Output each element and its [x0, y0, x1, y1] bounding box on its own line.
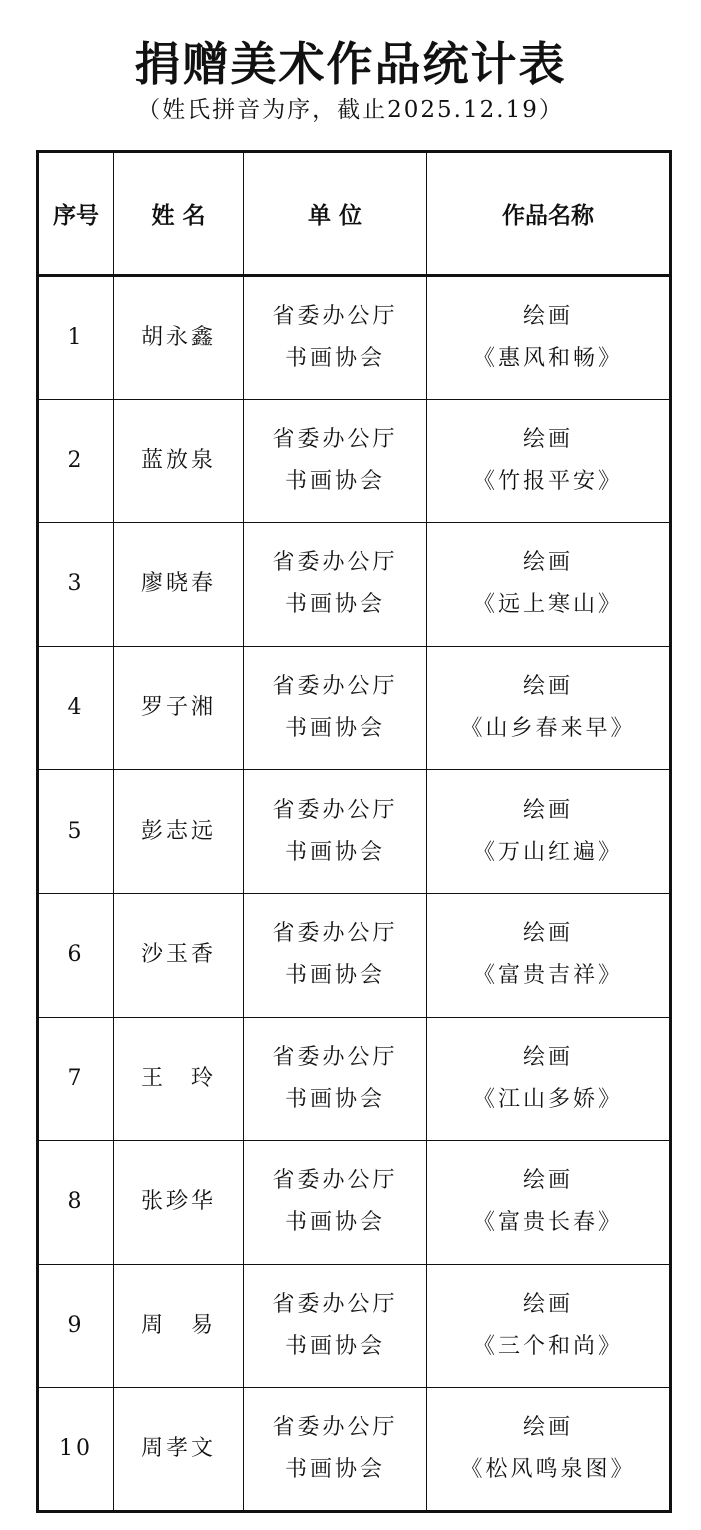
work-type: 绘画: [522, 1044, 573, 1070]
cell-index: 4: [38, 646, 114, 770]
table-row: [38, 646, 671, 770]
unit-line-2: 书画协会: [284, 1334, 385, 1360]
work-title: 《万山红遍》: [472, 839, 623, 865]
work-type: 绘画: [522, 550, 573, 576]
unit-line-2: 书画协会: [284, 839, 385, 865]
header-work: 作品名称: [427, 152, 671, 276]
unit-line-1: 省委办公厅: [272, 674, 398, 700]
cell-name: 彭志远: [114, 770, 244, 894]
cell-work: [427, 770, 671, 894]
cell-index: 10: [38, 1388, 114, 1512]
table-row: [38, 1264, 671, 1388]
cell-work: [427, 646, 671, 770]
work-title: 《富贵吉祥》: [472, 963, 623, 989]
work-type: 绘画: [522, 674, 573, 700]
cell-index: 6: [38, 893, 114, 1017]
cell-work: [427, 276, 671, 400]
work-type: 绘画: [522, 1292, 573, 1318]
cell-name: 胡永鑫: [114, 276, 244, 400]
table-row: [38, 523, 671, 647]
table-row: [38, 893, 671, 1017]
unit-line-1: 省委办公厅: [272, 1168, 398, 1194]
work-type: 绘画: [522, 797, 573, 823]
work-title: 《富贵长春》: [472, 1210, 623, 1236]
table-header: [38, 152, 671, 276]
table-body: [38, 276, 671, 1512]
unit-line-2: 书画协会: [284, 345, 385, 371]
cell-work: [427, 893, 671, 1017]
header-index: 序号: [38, 152, 114, 276]
cell-index: 1: [38, 276, 114, 400]
cell-unit: [244, 1264, 427, 1388]
header-unit: 单 位: [244, 152, 427, 276]
cell-index: 5: [38, 770, 114, 894]
cell-index: 7: [38, 1017, 114, 1141]
cell-index: 3: [38, 523, 114, 647]
donation-table: [36, 150, 672, 1513]
cell-unit: [244, 646, 427, 770]
cell-unit: [244, 1388, 427, 1512]
work-title: 《江山多娇》: [472, 1086, 623, 1112]
cell-name: 周孝文: [114, 1388, 244, 1512]
cell-name: 周 易: [114, 1264, 244, 1388]
unit-line-2: 书画协会: [284, 592, 385, 618]
cell-index: 2: [38, 399, 114, 523]
unit-line-1: 省委办公厅: [272, 921, 398, 947]
cell-name: 蓝放泉: [114, 399, 244, 523]
table-row: [38, 1388, 671, 1512]
work-title: 《松风鸣泉图》: [460, 1457, 636, 1483]
table-row: [38, 1141, 671, 1265]
cell-index: 9: [38, 1264, 114, 1388]
unit-line-1: 省委办公厅: [272, 1292, 398, 1318]
cell-work: [427, 1141, 671, 1265]
cell-work: [427, 523, 671, 647]
cell-unit: [244, 893, 427, 1017]
unit-line-2: 书画协会: [284, 1457, 385, 1483]
unit-line-2: 书画协会: [284, 963, 385, 989]
cell-unit: [244, 399, 427, 523]
header-row: [38, 152, 671, 276]
header-name: 姓 名: [114, 152, 244, 276]
cell-name: 张珍华: [114, 1141, 244, 1265]
unit-line-1: 省委办公厅: [272, 1044, 398, 1070]
page-subtitle: （姓氏拼音为序，截止2025.12.19）: [137, 97, 564, 123]
unit-line-2: 书画协会: [284, 468, 385, 494]
cell-unit: [244, 1141, 427, 1265]
cell-name: 廖晓春: [114, 523, 244, 647]
unit-line-2: 书画协会: [284, 1210, 385, 1236]
cell-work: [427, 399, 671, 523]
cell-name: 王 玲: [114, 1017, 244, 1141]
work-title: 《山乡春来早》: [460, 716, 636, 742]
cell-work: [427, 1388, 671, 1512]
cell-name: 沙玉香: [114, 893, 244, 1017]
unit-line-1: 省委办公厅: [272, 797, 398, 823]
unit-line-2: 书画协会: [284, 716, 385, 742]
cell-unit: [244, 1017, 427, 1141]
table-row: [38, 399, 671, 523]
cell-unit: [244, 770, 427, 894]
cell-unit: [244, 276, 427, 400]
work-type: 绘画: [522, 921, 573, 947]
table-row: [38, 770, 671, 894]
table-row: [38, 276, 671, 400]
work-title: 《竹报平安》: [472, 468, 623, 494]
work-type: 绘画: [522, 426, 573, 452]
unit-line-1: 省委办公厅: [272, 550, 398, 576]
cell-index: 8: [38, 1141, 114, 1265]
cell-name: 罗子湘: [114, 646, 244, 770]
unit-line-1: 省委办公厅: [272, 426, 398, 452]
cell-unit: [244, 523, 427, 647]
unit-line-1: 省委办公厅: [272, 1415, 398, 1441]
work-title: 《远上寒山》: [472, 592, 623, 618]
table-row: [38, 1017, 671, 1141]
work-title: 《三个和尚》: [472, 1334, 623, 1360]
work-type: 绘画: [522, 1168, 573, 1194]
unit-line-1: 省委办公厅: [272, 303, 398, 329]
cell-work: [427, 1264, 671, 1388]
work-type: 绘画: [522, 1415, 573, 1441]
work-title: 《惠风和畅》: [472, 345, 623, 371]
cell-work: [427, 1017, 671, 1141]
page-title: 捐赠美术作品统计表: [134, 37, 567, 91]
unit-line-2: 书画协会: [284, 1086, 385, 1112]
work-type: 绘画: [522, 303, 573, 329]
